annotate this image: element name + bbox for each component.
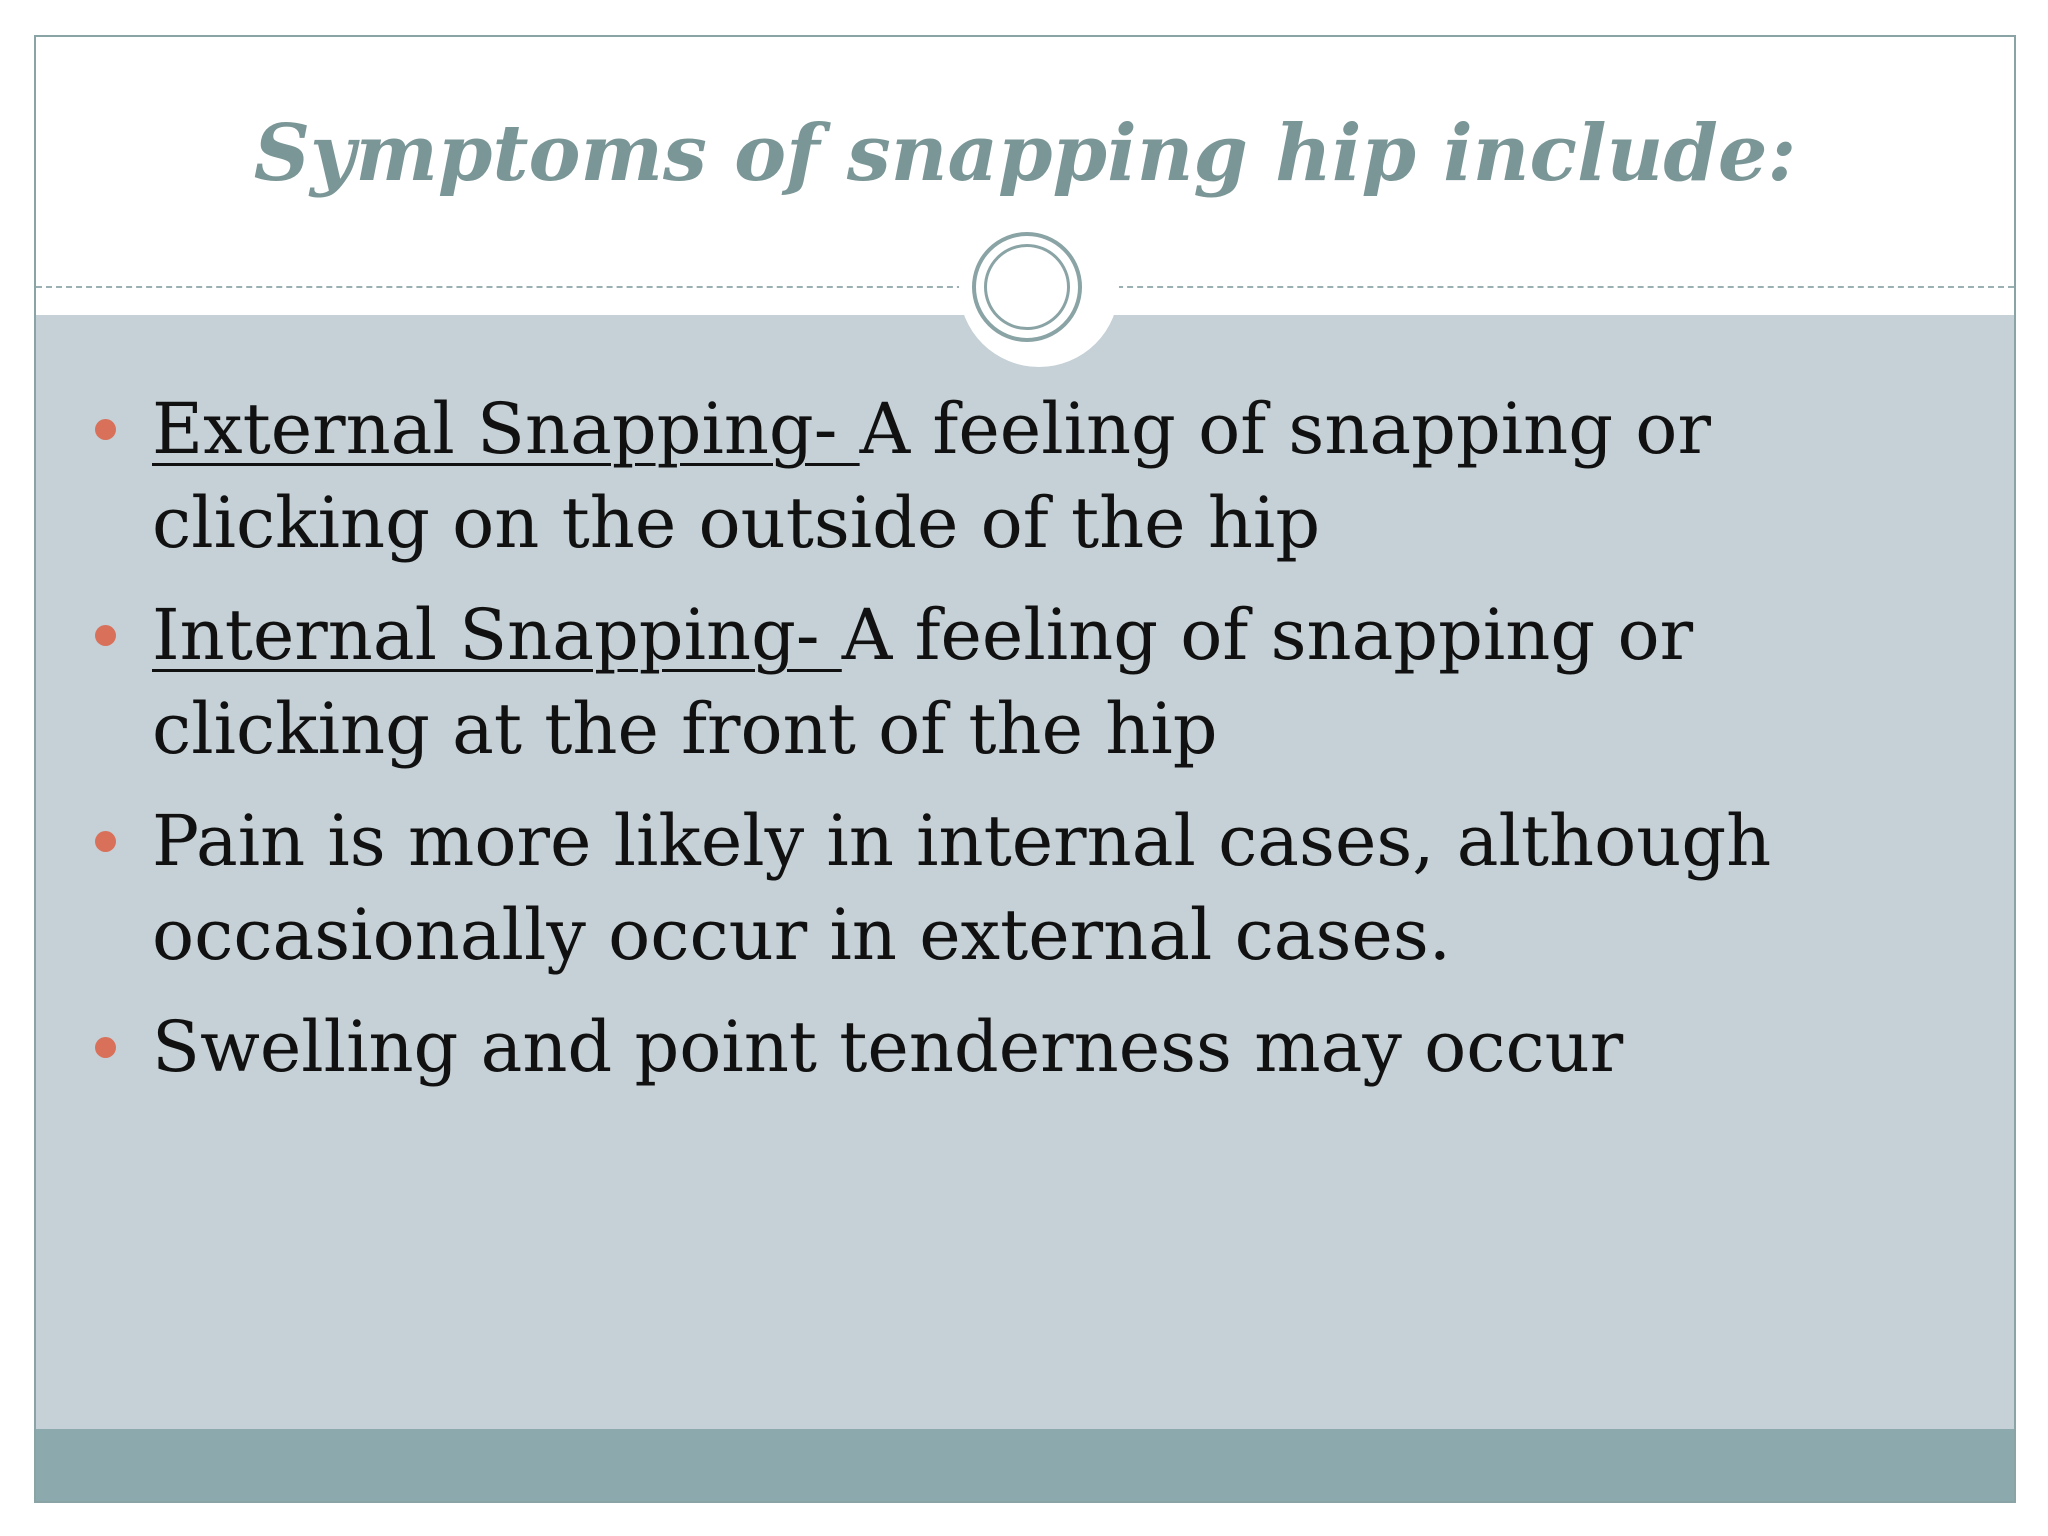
slide-title: Symptoms of snapping hip include:: [253, 108, 1797, 199]
bullet-text: A feeling of snapping or clicking on the outside of the hip: [152, 388, 1711, 564]
bullet-text: A feeling of snapping or clicking at the front of the hip: [152, 594, 1694, 770]
bullet-dot-icon: [95, 1037, 116, 1058]
slide: [34, 35, 2016, 1503]
bullet-list: [36, 382, 2014, 1112]
bullet-item-external-snapping: [36, 382, 2014, 570]
footer-band: [36, 1429, 2014, 1501]
bullet-term: Internal Snapping-: [152, 594, 842, 676]
bullet-item-swelling: [36, 1000, 2014, 1094]
bullet-dot-icon: [95, 419, 116, 440]
bullet-dot-icon: [95, 831, 116, 852]
double-ring-icon: [972, 232, 1082, 342]
bullet-text: Pain is more likely in internal cases, although occasionally occur in external cases.: [152, 800, 1772, 976]
bullet-term: External Snapping-: [152, 388, 860, 470]
bullet-dot-icon: [95, 625, 116, 646]
bullet-item-internal-snapping: [36, 588, 2014, 776]
bullet-text: Swelling and point tenderness may occur: [152, 1006, 1624, 1088]
bullet-item-pain: [36, 794, 2014, 982]
